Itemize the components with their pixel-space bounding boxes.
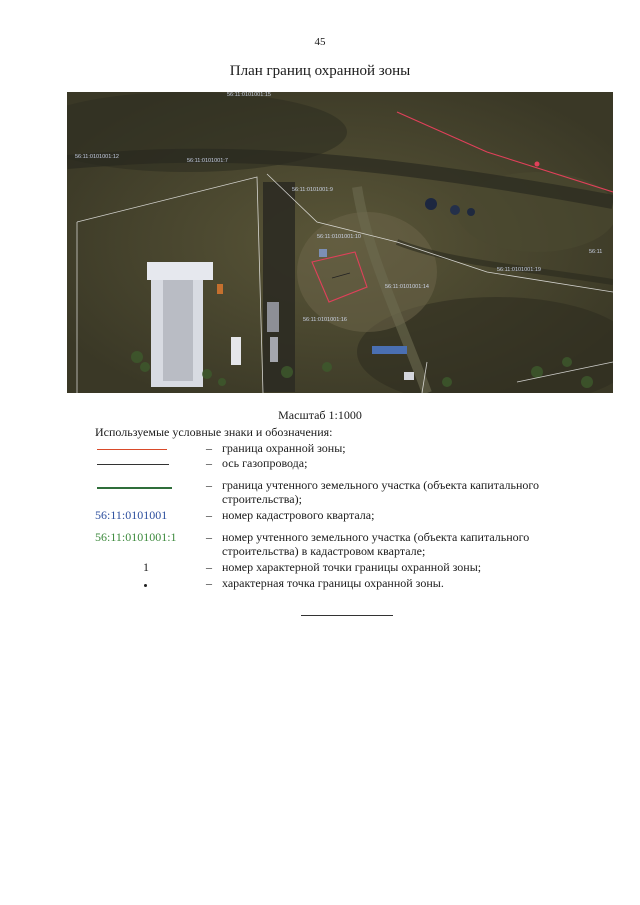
legend-dash: – <box>206 478 212 492</box>
legend-dash: – <box>206 530 212 544</box>
legend-dash: – <box>206 508 212 522</box>
legend-text: ось газопровода; <box>222 456 308 470</box>
map-label: 56:11:0101001:10 <box>317 234 361 240</box>
zone-point <box>535 162 540 167</box>
map-label: 56:11:0101001:14 <box>385 284 429 290</box>
legend-dash: – <box>206 576 212 590</box>
map-label: 56:11:0101001:12 <box>75 154 119 160</box>
legend-text: номер учтенного земельного участка (объекта капитального строительства) в кадастровом квартале; <box>222 530 530 558</box>
parcel-number-code: 56:11:0101001:1 <box>95 530 177 544</box>
map-label: 56:11:0101001:16 <box>303 317 347 323</box>
legend-text: номер характерной точки границы охранной зоны; <box>222 560 482 574</box>
satellite-map[interactable] <box>67 92 613 393</box>
legend-dash: – <box>206 456 212 470</box>
legend-text: характерная точка границы охранной зоны. <box>222 576 444 590</box>
map-label: 56:11:0101001:9 <box>292 187 333 193</box>
map-imagery <box>67 92 613 393</box>
legend-dash: – <box>206 560 212 574</box>
legend-text: граница учтенного земельного участка (объекта капитального строительства); <box>222 478 540 506</box>
map-label: 56:11:0101001:15 <box>227 92 271 98</box>
legend-text: граница охранной зоны; <box>222 441 346 455</box>
map-label: 56:11:0101001:7 <box>187 158 228 164</box>
cadastral-quarter-code: 56:11:0101001 <box>95 508 168 522</box>
legend-dash: – <box>206 441 212 455</box>
page-title: План границ охранной зоны <box>229 63 411 79</box>
map-label: 56:11 <box>589 249 603 255</box>
map-scale: Масштаб 1:1000 <box>278 408 362 422</box>
signature-line <box>301 615 393 616</box>
map-label: 56:11:0101001:19 <box>497 267 541 273</box>
legend-heading: Используемые условные знаки и обозначения: <box>95 425 333 439</box>
page-number: 45 <box>314 36 326 48</box>
legend-text: номер кадастрового квартала; <box>222 508 375 522</box>
